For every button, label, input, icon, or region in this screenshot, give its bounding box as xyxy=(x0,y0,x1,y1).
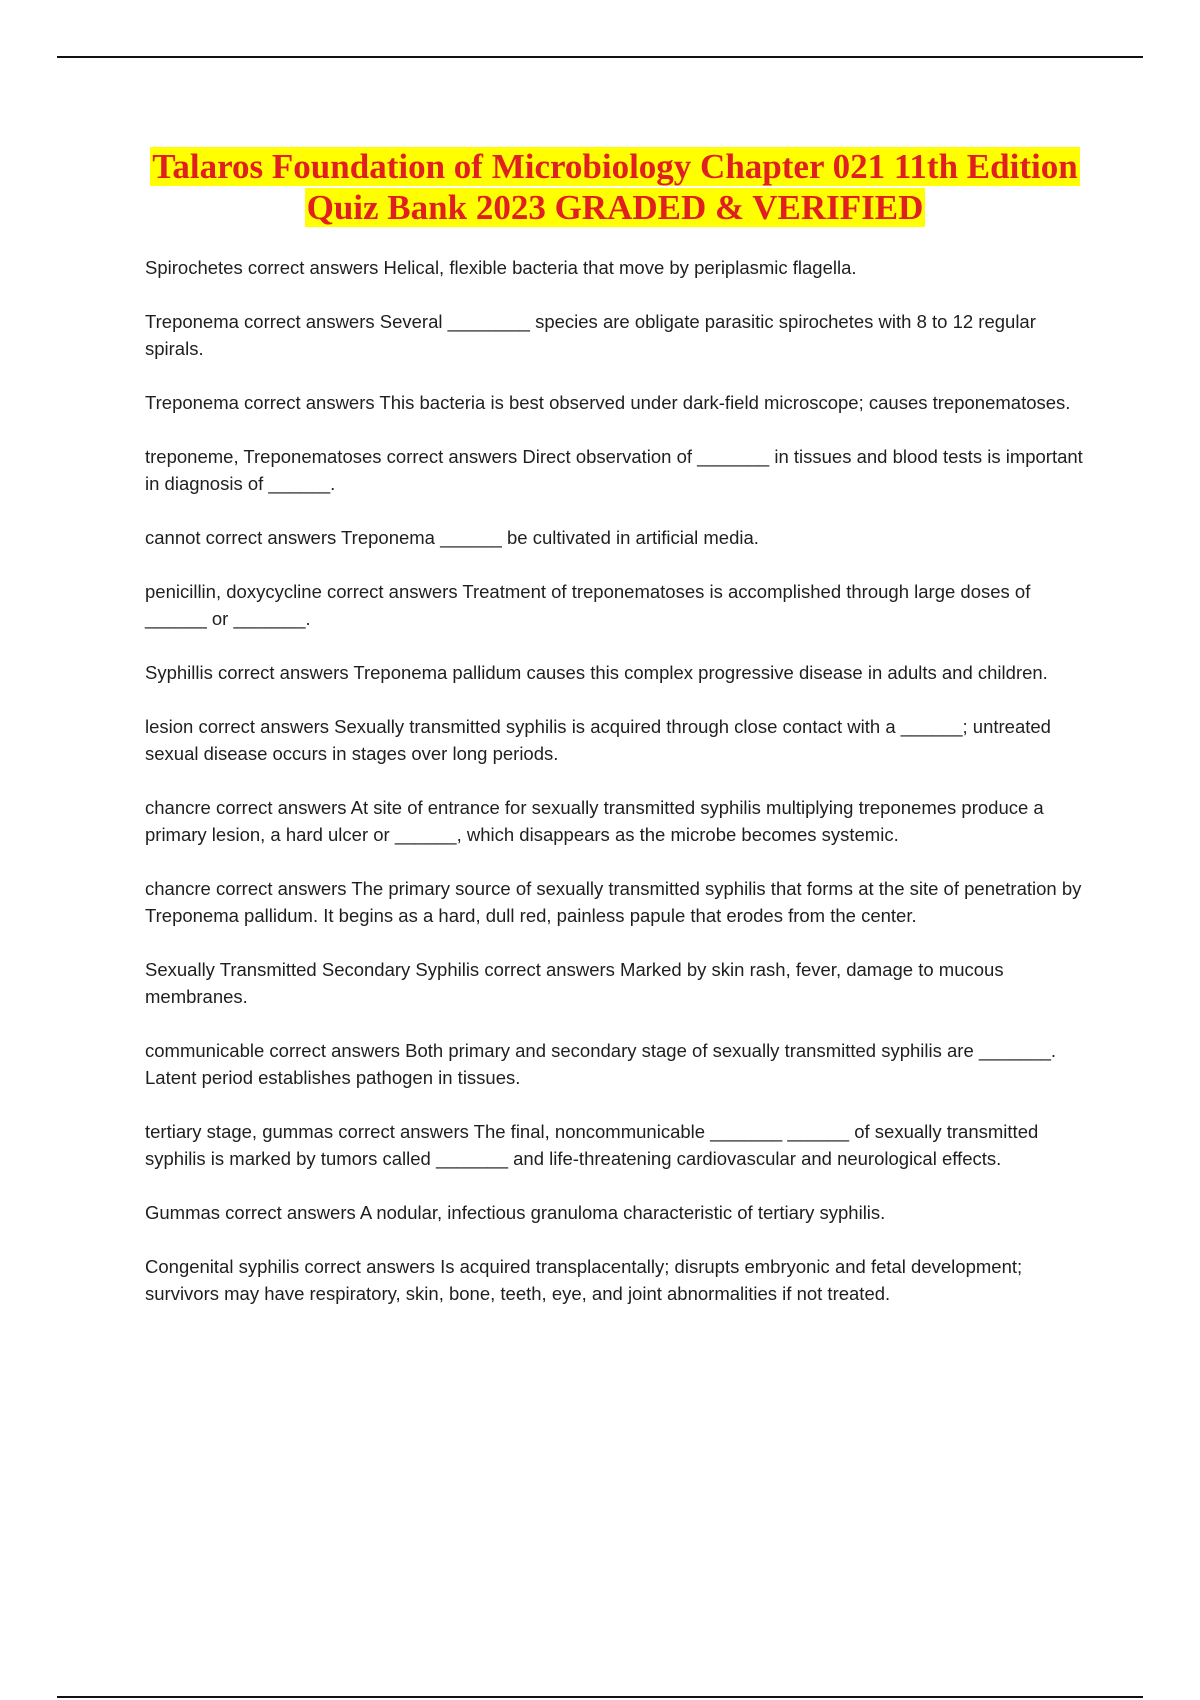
qa-entry: Treponema correct answers Several ________ species are obligate parasitic spirochetes with 8 to 12 regular spirals. xyxy=(145,311,1036,359)
qa-entry: Congenital syphilis correct answers Is acquired transplacentally; disrupts embryonic and fetal development; survivors may have respiratory, skin, bone, teeth, eye, and joint abnormalities if not treated. xyxy=(145,1256,1023,1304)
qa-list xyxy=(145,254,1095,1334)
title-line-2: Quiz Bank 2023 GRADED & VERIFIED xyxy=(306,188,924,227)
qa-entry: chancre correct answers At site of entrance for sexually transmitted syphilis multiplying treponemes produce a primary lesion, a hard ulcer or ______, which disappears as the microbe becomes systemic. xyxy=(145,797,1044,845)
qa-entry: Syphillis correct answers Treponema pallidum causes this complex progressive disease in adults and children. xyxy=(145,662,1048,683)
top-rule xyxy=(57,56,1143,58)
qa-entry: Sexually Transmitted Secondary Syphilis correct answers Marked by skin rash, fever, damage to mucous membranes. xyxy=(145,959,1004,1007)
qa-entry: tertiary stage, gummas correct answers The final, noncommunicable _______ ______ of sexually transmitted syphilis is marked by tumors called _______ and life-threatening cardiovascular and neurological effects. xyxy=(145,1121,1039,1169)
qa-entry: cannot correct answers Treponema ______ be cultivated in artificial media. xyxy=(145,527,759,548)
qa-entry: Treponema correct answers This bacteria is best observed under dark-field microscope; causes treponematoses. xyxy=(145,392,1071,413)
qa-entry: treponeme, Treponematoses correct answers Direct observation of _______ in tissues and blood tests is important in diagnosis of ______. xyxy=(145,446,1083,494)
qa-entry: chancre correct answers The primary source of sexually transmitted syphilis that forms at the site of penetration by Treponema pallidum. It begins as a hard, dull red, painless papule that erodes from the center. xyxy=(145,878,1082,926)
qa-entry: penicillin, doxycycline correct answers Treatment of treponematoses is accomplished through large doses of ______ or _______. xyxy=(145,581,1031,629)
qa-entry: Gummas correct answers A nodular, infectious granuloma characteristic of tertiary syphilis. xyxy=(145,1202,886,1223)
qa-entry: Spirochetes correct answers Helical, flexible bacteria that move by periplasmic flagella. xyxy=(145,257,857,278)
qa-entry: communicable correct answers Both primary and secondary stage of sexually transmitted syphilis are _______. Latent period establishes pathogen in tissues. xyxy=(145,1040,1057,1088)
qa-entry: lesion correct answers Sexually transmitted syphilis is acquired through close contact with a ______; untreated sexual disease occurs in stages over long periods. xyxy=(145,716,1051,764)
bottom-rule xyxy=(57,1696,1143,1698)
document-title xyxy=(100,146,1130,228)
title-line-1: Talaros Foundation of Microbiology Chapter 021 11th Edition xyxy=(152,147,1078,186)
